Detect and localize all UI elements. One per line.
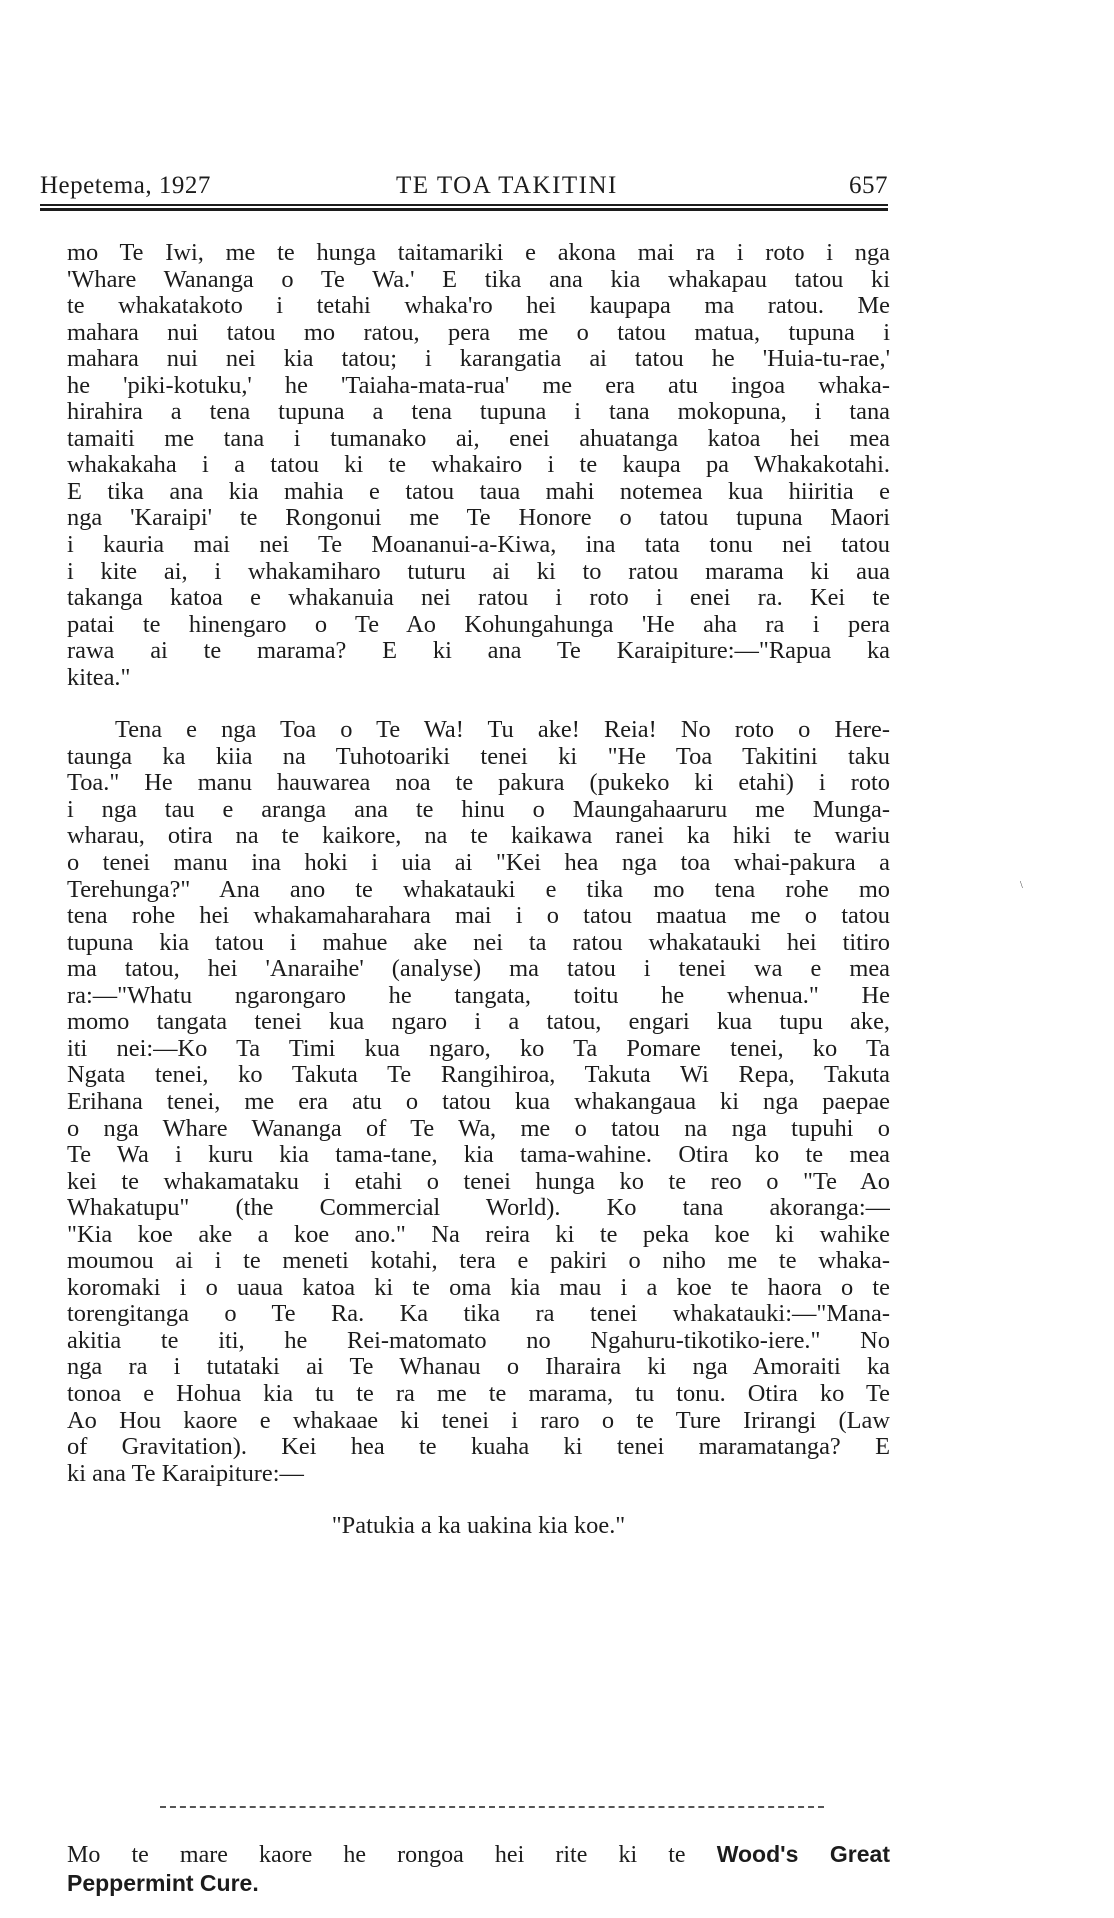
text-line: koromaki i o uaua katoa ki te oma kia mau i a koe te haora o te — [67, 1274, 890, 1301]
text-line: mahara nui nei kia tatou; i karangatia ai tatou he 'Huia-tu-rae,' — [67, 346, 890, 373]
page-number: 657 — [849, 172, 888, 199]
header-rule-thin — [40, 204, 888, 206]
text-line: "Kia koe ake a koe ano." Na reira ki te peka koe ki wahike — [67, 1221, 890, 1248]
text-line: o tenei manu ina hoki i uia ai "Kei hea nga toa whai-pakura a — [67, 850, 890, 877]
header-date: Hepetema, 1927 — [40, 172, 211, 199]
text-line: moumou ai i te meneti kotahi, tera e pakiri o niho me te whaka- — [67, 1248, 890, 1275]
text-line: hirahira a tena tupuna a tena tupuna i tana mokopuna, i tana — [67, 399, 890, 426]
paragraph-2 — [67, 717, 890, 1487]
stray-mark: \ — [1020, 880, 1023, 891]
text-line: ra:—"Whatu ngarongaro he tangata, toitu he whenua." He — [67, 982, 890, 1009]
text-line: nga 'Karaipi' te Rongonui me Te Honore o tatou tupuna Maori — [67, 505, 890, 532]
text-line: taunga ka kiia na Tuhotoariki tenei ki "He Toa Takitini taku — [67, 743, 890, 770]
advert-product-name-cont: Peppermint Cure. — [67, 1870, 259, 1896]
text-line: o nga Whare Wananga of Te Wa, me o tatou na nga tupuhi o — [67, 1115, 890, 1142]
text-line: whakakaha i a tatou ki te whakairo i te kaupa pa Whakakotahi. — [67, 452, 890, 479]
text-line: momo tangata tenei kua ngaro i a tatou, engari kua tupu ake, — [67, 1009, 890, 1036]
text-line: i nga tau e aranga ana te hinu o Maungahaaruru me Munga- — [67, 796, 890, 823]
text-line: ki ana Te Karaipiture:— — [67, 1460, 304, 1487]
text-line: mo Te Iwi, me te hunga taitamariki e akona mai ra i roto i nga — [67, 240, 890, 266]
text-line: Whakatupu" (the Commercial World). Ko tana akoranga:— — [67, 1195, 890, 1222]
text-line: Terehunga?" Ana ano te whakatauki e tika mo tena rohe mo — [67, 876, 890, 903]
text-line: of Gravitation). Kei hea te kuaha ki tenei maramatanga? E — [67, 1434, 890, 1461]
advertisement — [67, 1840, 890, 1898]
text-line: i kite ai, i whakamiharo tuturu ai ki to ratou marama ki aua — [67, 558, 890, 585]
header-title: TE TOA TAKITINI — [396, 172, 618, 199]
advert-text: Mo te mare kaore he rongoa hei rite ki te — [67, 1842, 717, 1868]
header-rule-thick — [40, 208, 888, 211]
text-line: he 'piki-kotuku,' he 'Taiaha-mata-rua' me era atu ingoa whaka- — [67, 372, 890, 399]
text-line: Erihana tenei, me era atu o tatou kua whakangaua ki nga paepae — [67, 1088, 890, 1115]
text-line: Ao Hou kaore e whakaae ki tenei i raro o te Ture Irirangi (Law — [67, 1407, 890, 1434]
text-line: torengitanga o Te Ra. Ka tika ra tenei whakatauki:—"Mana- — [67, 1301, 890, 1328]
text-line: tonoa e Hohua kia tu te ra me te marama, tu tonu. Otira ko Te — [67, 1380, 890, 1407]
text-line: mahara nui tatou mo ratou, pera me o tatou matua, tupuna i — [67, 319, 890, 346]
text-line: kei te whakamataku i etahi o tenei hunga ko te reo o "Te Ao — [67, 1168, 890, 1195]
text-line: Ngata tenei, ko Takuta Te Rangihiroa, Takuta Wi Repa, Takuta — [67, 1062, 890, 1089]
text-line: tena rohe hei whakamaharahara mai i o tatou maatua me o tatou — [67, 903, 890, 930]
text-line: ma tatou, hei 'Anaraihe' (analyse) ma tatou i tenei wa e mea — [67, 956, 890, 983]
article-body — [67, 240, 890, 1540]
text-line: E tika ana kia mahia e tatou taua mahi notemea kua hiiritia e — [67, 478, 890, 505]
text-line: akitia te iti, he Rei-matomato no Ngahuru-tikotiko-iere." No — [67, 1327, 890, 1354]
text-line: Toa." He manu hauwarea noa te pakura (pukeko ki etahi) i roto — [67, 770, 890, 797]
text-line: 'Whare Wananga o Te Wa.' E tika ana kia whakapau tatou ki — [67, 266, 890, 293]
text-line: tamaiti me tana i tumanako ai, enei ahuatanga katoa hei mea — [67, 425, 890, 452]
section-divider — [160, 1806, 824, 1808]
advert-product-name: Wood's Great — [716, 1841, 890, 1867]
text-line: tupuna kia tatou i mahue ake nei ta ratou whakatauki hei titiro — [67, 929, 890, 956]
text-line: patai te hinengaro o Te Ao Kohungahunga 'He aha ra i pera — [67, 611, 890, 638]
paragraph-gap — [67, 1487, 890, 1513]
text-line: kitea." — [67, 664, 131, 691]
paragraph-gap — [67, 691, 890, 717]
text-line: i kauria mai nei Te Moananui-a-Kiwa, ina tata tonu nei tatou — [67, 532, 890, 559]
text-line: te whakatakoto i tetahi whaka'ro hei kaupapa ma ratou. Me — [67, 293, 890, 320]
text-line: Te Wa i kuru kia tama-tane, kia tama-wahine. Otira ko te mea — [67, 1142, 890, 1169]
closing-quote: "Patukia a ka uakina kia koe." — [331, 1513, 626, 1540]
text-line: Tena e nga Toa o Te Wa! Tu ake! Reia! No roto o Here- — [115, 717, 890, 744]
advert-line-1 — [67, 1840, 890, 1869]
running-header — [40, 172, 888, 206]
text-line: wharau, otira na te kaikore, na te kaikawa ranei ka hiki te wariu — [67, 823, 890, 850]
text-line: iti nei:—Ko Ta Timi kua ngaro, ko Ta Pomare tenei, ko Ta — [67, 1035, 890, 1062]
advert-line-2 — [67, 1869, 890, 1898]
text-line: nga ra i tutataki ai Te Whanau o Iharaira ki nga Amoraiti ka — [67, 1354, 890, 1381]
paragraph-1 — [67, 240, 890, 691]
text-line: rawa ai te marama? E ki ana Te Karaipiture:—"Rapua ka — [67, 638, 890, 665]
text-line: takanga katoa e whakanuia nei ratou i roto i enei ra. Kei te — [67, 585, 890, 612]
